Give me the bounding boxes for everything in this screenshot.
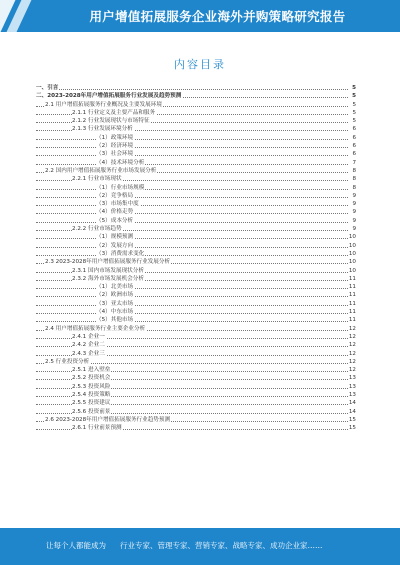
toc-entry-label: （4）价格走势 [96, 209, 134, 216]
toc-entry-page: 14 [348, 408, 356, 415]
toc-leader-dots [36, 147, 348, 148]
toc-entry[interactable] [36, 109, 356, 117]
toc-entry[interactable] [36, 217, 356, 225]
toc-entry-label: 2.2.2 行业市场趋势 [72, 226, 122, 233]
toc-entry[interactable] [36, 316, 356, 324]
toc-leader-dots [36, 321, 348, 322]
toc-entry-page: 7 [352, 159, 356, 166]
toc-leader-dots [36, 238, 348, 239]
toc-entry-label: 2.3 2023-2028年用户增值拓展服务行业发展分析 [45, 259, 171, 266]
toc-entry-page: 5 [352, 85, 356, 91]
toc-entry-label: 2.1.1 行业定义及主要产品和服务 [72, 109, 156, 116]
toc-entry-label: （1）北美市场 [96, 284, 134, 291]
toc-entry-page: 12 [348, 358, 356, 365]
toc-entry-label: 2.4.2 企业二 [72, 342, 105, 349]
toc-entry-page: 12 [348, 367, 356, 374]
toc-entry[interactable] [36, 374, 356, 382]
toc-leader-dots [36, 288, 348, 289]
toc-entry-label: （3）市场集中度 [96, 201, 139, 208]
toc-entry-page: 10 [348, 267, 356, 274]
toc-leader-dots [36, 164, 348, 165]
toc-entry[interactable] [36, 383, 356, 391]
toc-entry-label: 2.6.1 行业前景预测 [72, 425, 122, 432]
toc-entry-label: 二、2023-2028年用户增值拓展服务行业发展及趋势预测 [36, 93, 182, 100]
toc-entry[interactable] [36, 101, 356, 109]
toc-entry-label: （5）成本分析 [96, 217, 134, 224]
toc-leader-dots [36, 222, 348, 223]
toc-leader-dots [36, 255, 348, 256]
toc-entry-label: 2.3.2 海外市场发展机会分析 [72, 275, 144, 282]
toc-entry-label: （5）其他市场 [96, 317, 134, 324]
toc-entry-page: 12 [348, 350, 356, 357]
toc-leader-dots [36, 139, 348, 140]
toc-entry-page: 9 [352, 209, 356, 216]
toc-entry-page: 6 [352, 151, 356, 158]
toc-entry[interactable] [36, 399, 356, 407]
toc-entry[interactable] [36, 283, 356, 291]
toc-entry-label: （2）经济环境 [96, 143, 134, 150]
toc-entry-page: 13 [348, 383, 356, 390]
toc-entry[interactable] [36, 350, 356, 358]
footer-slogan: 让每个人都能成为 [46, 541, 106, 550]
toc-entry-page: 12 [348, 325, 356, 332]
toc-entry-label: （3）社会环境 [96, 151, 134, 158]
toc-entry[interactable] [36, 358, 356, 366]
toc-entry[interactable] [36, 167, 356, 175]
toc-entry[interactable] [36, 416, 356, 424]
toc-entry-page: 11 [348, 292, 356, 299]
footer-banner [0, 528, 400, 565]
toc-entry-page: 11 [348, 309, 356, 316]
toc-entry-label: （2）欧洲市场 [96, 292, 134, 299]
toc-entry-page: 8 [352, 184, 356, 191]
toc-entry-label: 2.1.2 行业发展现状与市场特征 [72, 118, 150, 125]
footer-tags: 行业专家、管理专家、营销专家、战略专家、成功企业家…… [120, 541, 323, 550]
toc-entry-label: 2.4.1 企业一 [72, 333, 105, 340]
toc-entry-page: 10 [348, 234, 356, 241]
toc-entry-page: 11 [348, 300, 356, 307]
toc-leader-dots [36, 247, 348, 248]
toc-entry-page: 15 [348, 416, 356, 423]
toc-entry-label: 2.4 用户增值拓展服务行业主要企业分析 [45, 325, 146, 332]
toc-entry-label: 2.2 国内用户增值拓展服务行业市场发展分析 [45, 167, 157, 174]
toc-entry-page: 9 [352, 226, 356, 233]
toc-entry[interactable] [36, 308, 356, 316]
toc-leader-dots [36, 155, 348, 156]
toc-entry[interactable] [36, 250, 356, 258]
toc-entry-page: 13 [348, 391, 356, 398]
toc-entry-page: 14 [348, 400, 356, 407]
toc-entry-label: 2.3.1 国内市场发展现状分析 [72, 267, 144, 274]
toc-entry[interactable] [36, 225, 356, 233]
toc-entry-label: 2.5 行业投资分析 [45, 358, 90, 365]
toc-entry[interactable] [36, 258, 356, 266]
toc-entry[interactable] [36, 424, 356, 432]
toc-entry-page: 10 [348, 259, 356, 266]
toc-entry[interactable] [36, 233, 356, 241]
toc-entry-label: （1）规模预测 [96, 234, 134, 241]
toc-entry[interactable] [36, 150, 356, 158]
toc-entry-label: （3）消费需求变化 [96, 250, 145, 257]
toc-entry-page: 12 [348, 342, 356, 349]
toc-entry-page: 10 [348, 242, 356, 249]
toc-entry-label: 2.1.3 行业发展环境分析 [72, 126, 133, 133]
toc-entry-label: （2）竞争格局 [96, 192, 134, 199]
report-header-banner [0, 0, 400, 32]
toc-entry[interactable] [36, 275, 356, 283]
toc-entry[interactable] [36, 366, 356, 374]
toc-entry[interactable] [36, 84, 356, 92]
toc-entry-page: 6 [352, 126, 356, 133]
toc-entry-page: 12 [348, 333, 356, 340]
toc-entry-label: （4）技术环境分析 [96, 159, 145, 166]
toc-entry-label: 2.5.3 投资风险 [72, 383, 111, 390]
toc-leader-dots [36, 189, 348, 190]
toc-entry[interactable] [36, 333, 356, 341]
toc-entry-page: 9 [352, 217, 356, 224]
toc-entry[interactable] [36, 125, 356, 133]
toc-entry[interactable] [36, 159, 356, 167]
toc-entry-label: 2.5.2 投资机会 [72, 375, 111, 382]
toc-entry[interactable] [36, 142, 356, 150]
toc-entry-label: 2.6 2023-2028年用户增值拓展服务行业趋势预测 [45, 416, 171, 423]
toc-entry-label: 2.4.3 企业三 [72, 350, 105, 357]
toc-entry[interactable] [36, 200, 356, 208]
toc-entry-page: 5 [352, 118, 356, 125]
toc-entry[interactable] [36, 92, 356, 100]
toc-entry-label: 2.5.5 投资建议 [72, 400, 111, 407]
toc-entry-page: 5 [352, 101, 356, 108]
toc-entry-label: 2.5.6 投资前景 [72, 408, 111, 415]
toc-entry[interactable] [36, 134, 356, 142]
toc-leader-dots [36, 296, 348, 297]
toc-entry-page: 9 [352, 192, 356, 199]
toc-entry-label: 2.1 用户增值拓展服务行业概况及主要发展环境 [45, 101, 162, 108]
toc-entry-page: 13 [348, 375, 356, 382]
toc-entry-label: 2.5.4 投资策略 [72, 391, 111, 398]
toc-entry-page: 11 [348, 284, 356, 291]
toc-entry-page: 11 [348, 317, 356, 324]
toc-entry-label: （1）行业市场规模 [96, 184, 145, 191]
toc-entry[interactable] [36, 208, 356, 216]
table-of-contents [36, 84, 356, 432]
toc-entry-label: 2.5.1 进入壁垒 [72, 367, 111, 374]
report-title: 用户增值拓展服务企业海外并购策略研究报告 [89, 9, 346, 24]
toc-leader-dots [36, 205, 348, 206]
toc-entry-label: 一、引言 [36, 85, 59, 91]
toc-entry-label: （2）发展方向 [96, 242, 134, 249]
toc-entry-page: 15 [348, 425, 356, 432]
toc-heading: 内容目录 [174, 58, 226, 71]
toc-entry[interactable] [36, 192, 356, 200]
toc-entry-page: 6 [352, 143, 356, 150]
toc-entry[interactable] [36, 325, 356, 333]
toc-entry[interactable] [36, 117, 356, 125]
toc-entry[interactable] [36, 408, 356, 416]
toc-leader-dots [36, 197, 348, 198]
toc-entry[interactable] [36, 242, 356, 250]
toc-entry[interactable] [36, 341, 356, 349]
toc-leader-dots [36, 89, 348, 90]
toc-entry-label: （1）政策环境 [96, 134, 134, 141]
toc-entry-page: 11 [348, 275, 356, 282]
toc-leader-dots [36, 305, 348, 306]
toc-entry[interactable] [36, 300, 356, 308]
toc-entry-label: （4）中东市场 [96, 309, 134, 316]
toc-entry-page: 9 [352, 201, 356, 208]
toc-entry[interactable] [36, 175, 356, 183]
toc-entry[interactable] [36, 291, 356, 299]
toc-entry-label: 2.2.1 行业市场现状 [72, 176, 122, 183]
toc-entry[interactable] [36, 184, 356, 192]
toc-entry[interactable] [36, 391, 356, 399]
toc-entry-page: 5 [352, 109, 356, 116]
toc-entry-page: 6 [352, 134, 356, 141]
toc-entry[interactable] [36, 267, 356, 275]
toc-entry-page: 8 [352, 167, 356, 174]
toc-entry-label: （3）亚太市场 [96, 300, 134, 307]
toc-leader-dots [36, 313, 348, 314]
toc-leader-dots [36, 213, 348, 214]
toc-entry-page: 8 [352, 176, 356, 183]
toc-entry-page: 10 [348, 250, 356, 257]
toc-entry-page: 5 [352, 93, 356, 100]
